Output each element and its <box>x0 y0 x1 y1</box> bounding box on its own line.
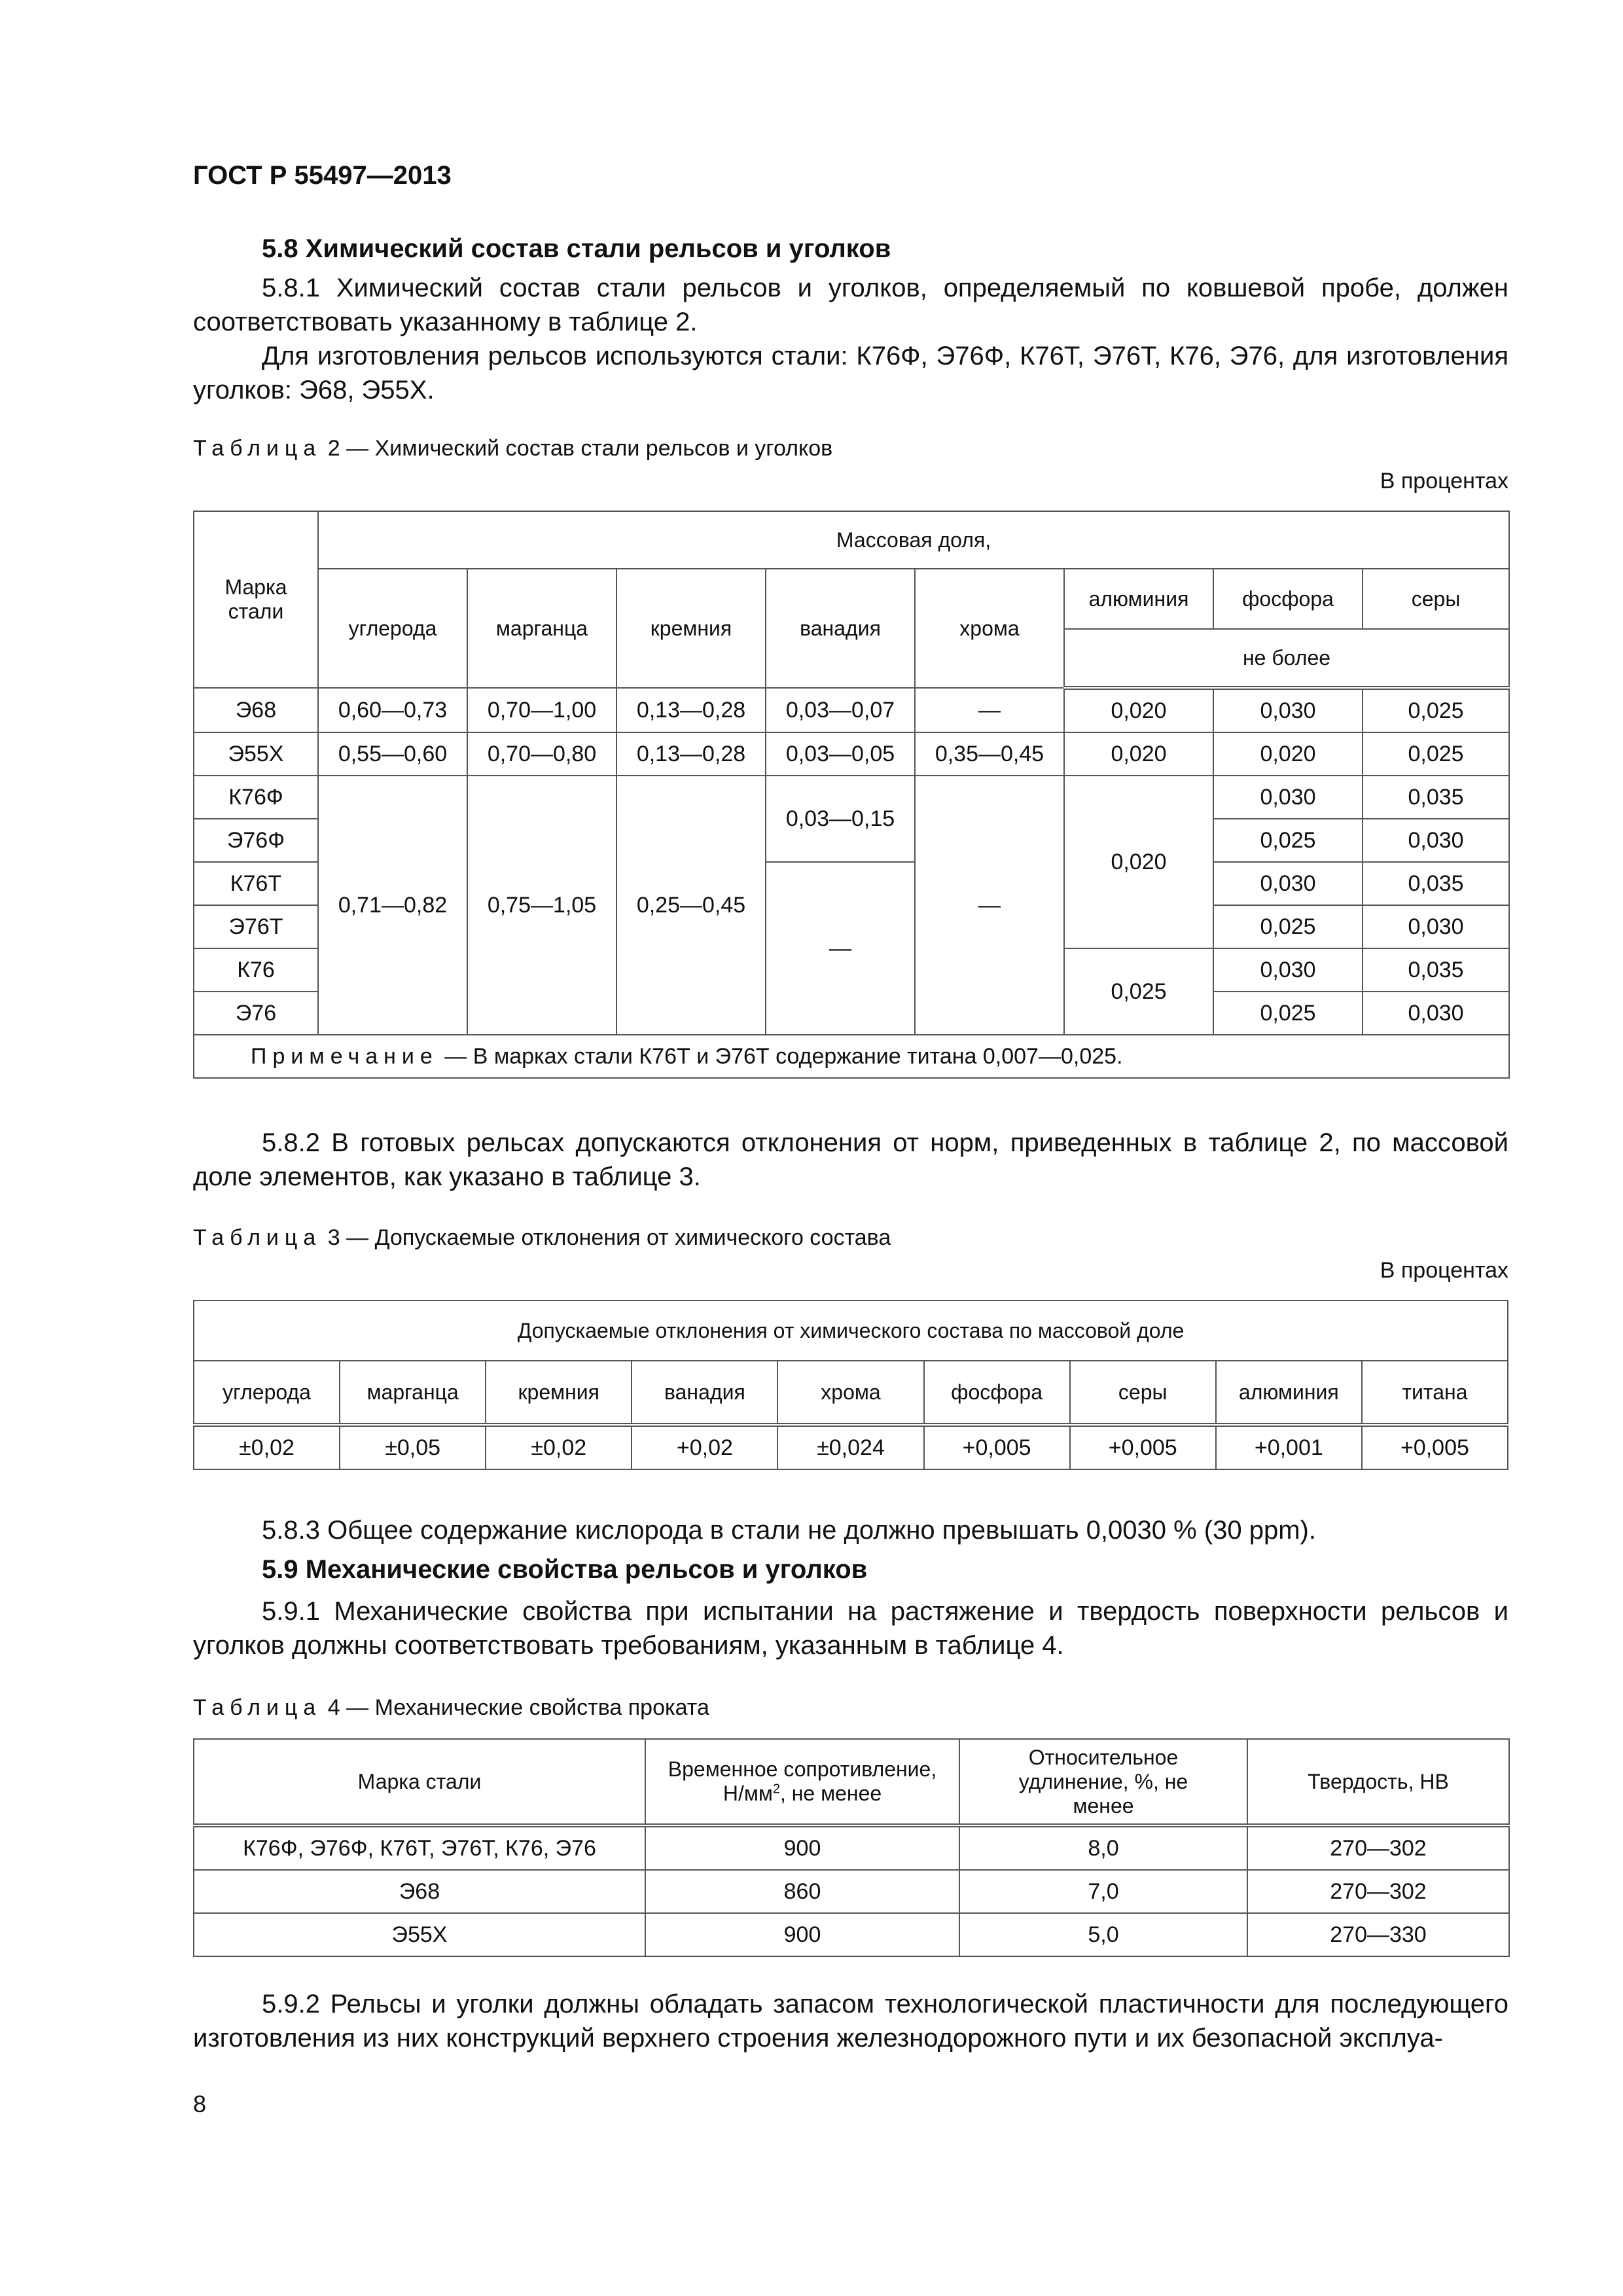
table-row: ±0,02 ±0,05 ±0,02 +0,02 ±0,024 +0,005 +0,005 +0,001 +0,005 <box>194 1425 1508 1469</box>
paragraph-5-8-2: 5.8.2 В готовых рельсах допускаются отклонения от норм, приведенных в таблице 2, по массовой доле элементов, как указано в таблице 3. <box>193 1128 1508 1191</box>
table-4 <box>193 1738 1510 1957</box>
header-phosphorus: фосфора <box>1213 569 1363 629</box>
table-3-title: Допускаемые отклонения от химического состава по массовой доле <box>194 1300 1508 1361</box>
table-4-caption: Таблица 4 — Механические свойства проката <box>193 1695 709 1720</box>
paragraph-5-8-1-steels: Для изготовления рельсов используются стали: К76Ф, Э76Ф, К76Т, Э76Т, К76, Э76, для изготовления уголков: Э68, Э55Х. <box>193 342 1508 404</box>
table-row: Э76Т 0,025 0,030 <box>194 905 1509 948</box>
cell-aluminium-2: 0,025 <box>1064 948 1213 1035</box>
header-aluminium: алюминия <box>1064 569 1213 629</box>
table-2-unit: В процентах <box>1380 469 1508 493</box>
paragraph-5-9-2: 5.9.2 Рельсы и уголки должны обладать запасом технологической пластичности для последующего изготовления из них конструкций верхнего строения железнодорожного пути и их безопасной эксплуа- <box>193 1990 1508 2053</box>
table-3-caption: Таблица 3 — Допускаемые отклонения от химического состава <box>193 1225 891 1250</box>
cell-vanadium-2: — <box>766 862 915 1035</box>
table-row: К76Ф 0,71—0,82 0,75—1,05 0,25—0,45 0,03—0,15 — 0,020 0,030 0,035 <box>194 776 1509 819</box>
table-2-note: Примечание — В марках стали К76Т и Э76Т содержание титана 0,007—0,025. <box>194 1035 1509 1078</box>
section-5-8-title: 5.8 Химический состав стали рельсов и уголков <box>262 234 891 263</box>
section-5-9-title: 5.9 Механические свойства рельсов и уголков <box>262 1555 868 1584</box>
table-row: Э55Х 900 5,0 270—330 <box>194 1913 1509 1956</box>
document-header: ГОСТ Р 55497—2013 <box>193 161 452 190</box>
table-2-caption: Таблица 2 — Химический состав стали рельсов и уголков <box>193 436 833 461</box>
paragraph-5-8-1: 5.8.1 Химический состав стали рельсов и уголков, определяемый по ковшевой пробе, должен соответствовать указанному в таблице 2. <box>193 274 1508 336</box>
cell-vanadium-1: 0,03—0,15 <box>766 776 915 862</box>
header-carbon: углерода <box>318 569 467 688</box>
header-elongation: Относительное удлинение, %, не менее <box>959 1739 1247 1825</box>
table-3: Допускаемые отклонения от химического состава по массовой доле углерода марганца кремния ванадия хрома фосфора серы алюминия титана ±0,02 ±0,05 ±0,02 +0,02 ±0,024 +0,005 +0,005 +0,001 +0,005 <box>193 1300 1508 1470</box>
table-row: К76Т — 0,030 0,035 <box>194 862 1509 905</box>
header-manganese: марганца <box>467 569 616 688</box>
header-grade: Марка стали <box>194 1739 645 1825</box>
paragraph-5-9-1: 5.9.1 Механические свойства при испытании на растяжение и твердость поверхности рельсов и уголков должны соответствовать требованиям, указанным в таблице 4. <box>193 1597 1508 1660</box>
paragraph-5-8-3: 5.8.3 Общее содержание кислорода в стали не должно превышать 0,0030 % (30 ppm). <box>262 1516 1316 1545</box>
table-row: Э76Ф 0,025 0,030 <box>194 819 1509 862</box>
table-row: Э68 0,60—0,73 0,70—1,00 0,13—0,28 0,03—0,07 — 0,020 0,030 0,025 <box>194 688 1509 732</box>
page-number: 8 <box>193 2090 207 2117</box>
header-grade: Марка стали <box>194 511 318 688</box>
table-row: Э68 860 7,0 270—302 <box>194 1870 1509 1913</box>
cell-carbon-rail: 0,71—0,82 <box>318 776 467 1035</box>
table-row: Э55Х 0,55—0,60 0,70—0,80 0,13—0,28 0,03—0,05 0,35—0,45 0,020 0,020 0,025 <box>194 732 1509 776</box>
header-tensile: Временное сопротивление, $Н/мм^2$, не менее <box>645 1739 959 1825</box>
cell-silicon-rail: 0,25—0,45 <box>616 776 766 1035</box>
cell-aluminium-1: 0,020 <box>1064 776 1213 948</box>
table-row: К76 0,025 0,030 0,035 <box>194 948 1509 992</box>
table-row: К76Ф, Э76Ф, К76Т, Э76Т, К76, Э76 900 8,0 270—302 <box>194 1825 1509 1870</box>
table-2 <box>193 511 1510 1079</box>
cell-manganese-rail: 0,75—1,05 <box>467 776 616 1035</box>
table-3-unit: В процентах <box>1380 1258 1508 1283</box>
header-chromium: хрома <box>915 569 1064 688</box>
header-max: не более <box>1064 629 1509 688</box>
header-vanadium: ванадия <box>766 569 915 688</box>
cell-chromium-rail: — <box>915 776 1064 1035</box>
header-hardness: Твердость, НВ <box>1247 1739 1509 1825</box>
table-row: Э76 0,025 0,030 <box>194 992 1509 1035</box>
header-sulfur: серы <box>1363 569 1509 629</box>
header-mass-fraction: Массовая доля, <box>318 511 1509 569</box>
header-silicon: кремния <box>616 569 766 688</box>
